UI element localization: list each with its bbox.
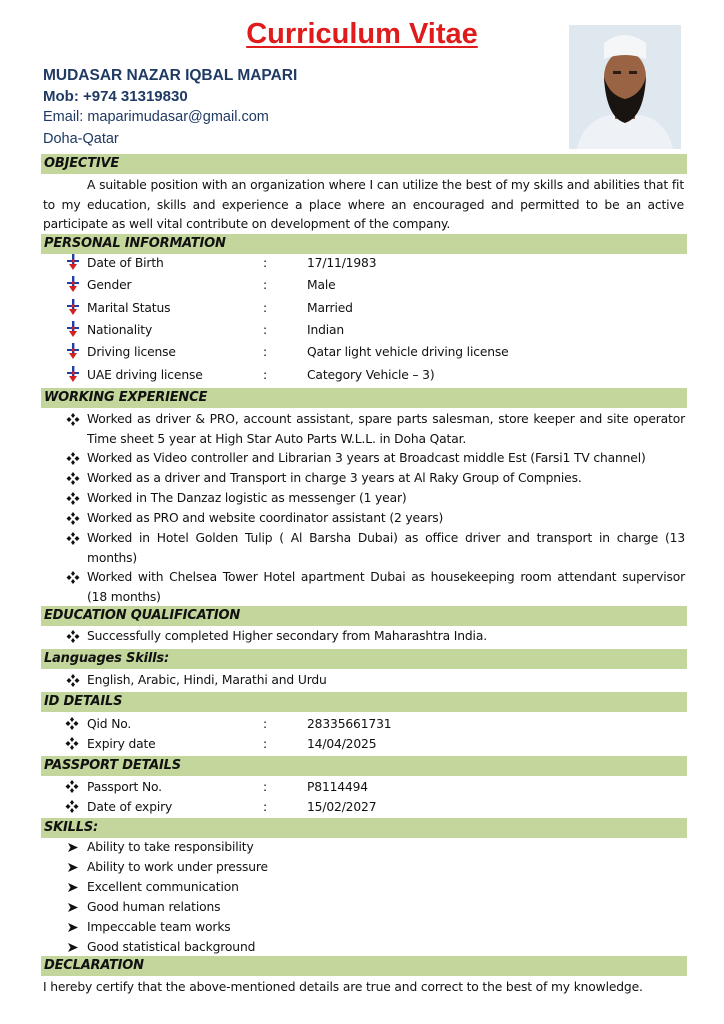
arrow-down-pin-icon bbox=[65, 298, 81, 318]
section-id-details: ID DETAILS bbox=[41, 692, 687, 712]
list-item bbox=[65, 529, 685, 568]
section-personal-information: PERSONAL INFORMATION bbox=[41, 234, 687, 254]
arrow-down-pin-icon bbox=[65, 253, 81, 273]
four-diamond-icon bbox=[65, 671, 81, 690]
list-item bbox=[65, 627, 685, 647]
list-item bbox=[65, 671, 685, 691]
info-label: Gender bbox=[87, 278, 132, 293]
list-item bbox=[65, 838, 685, 858]
four-diamond-icon bbox=[65, 734, 81, 754]
section-languages: Languages Skills: bbox=[41, 649, 687, 669]
info-value: 28335661731 bbox=[307, 717, 392, 731]
profile-photo bbox=[569, 25, 681, 149]
info-value: Married bbox=[307, 300, 353, 315]
info-separator: : bbox=[263, 345, 267, 360]
list-item-text: Worked as driver & PRO, account assistant, spare parts salesman, store keeper and site operator Time sheet 5 year at High Star Auto Parts W.L.L. in Doha Qatar. bbox=[87, 412, 685, 446]
four-diamond-icon bbox=[65, 627, 81, 646]
list-item bbox=[65, 410, 685, 449]
four-diamond-icon bbox=[65, 568, 81, 587]
mobile-number: Mob: +974 31319830 bbox=[43, 88, 188, 105]
info-separator: : bbox=[263, 717, 267, 731]
info-separator: : bbox=[263, 256, 267, 270]
four-diamond-icon bbox=[65, 449, 81, 468]
four-diamond-icon bbox=[65, 777, 81, 797]
info-label: Nationality bbox=[87, 322, 153, 337]
info-value: Male bbox=[307, 278, 336, 293]
email-address: Email: maparimudasar@gmail.com bbox=[43, 109, 269, 125]
info-separator: : bbox=[263, 737, 267, 751]
list-item bbox=[65, 918, 685, 938]
info-label: Qid No. bbox=[87, 717, 132, 731]
arrowhead-icon bbox=[65, 858, 81, 877]
list-item bbox=[65, 509, 685, 529]
info-value: Indian bbox=[307, 322, 345, 337]
list-item-text: Good human relations bbox=[87, 900, 221, 914]
list-item bbox=[65, 449, 685, 469]
list-item-text: Ability to take responsibility bbox=[87, 840, 254, 854]
list-item-text: Worked as PRO and website coordinator assistant (2 years) bbox=[87, 511, 444, 525]
section-skills: SKILLS: bbox=[41, 818, 687, 838]
section-objective: OBJECTIVE bbox=[41, 154, 687, 174]
arrowhead-icon bbox=[65, 938, 81, 957]
four-diamond-icon bbox=[65, 489, 81, 508]
list-item bbox=[65, 489, 685, 509]
list-item-text: Worked as a driver and Transport in charge 3 years at Al Raky Group of Compnies. bbox=[87, 471, 582, 485]
list-item bbox=[65, 858, 685, 878]
info-value: P8114494 bbox=[307, 780, 368, 794]
info-label: Driving license bbox=[87, 345, 176, 360]
declaration-text: I hereby certify that the above-mentioned details are true and correct to the best of my knowledge. bbox=[43, 980, 643, 994]
info-label: Date of expiry bbox=[87, 799, 173, 814]
page-title: Curriculum Vitae bbox=[246, 18, 478, 50]
four-diamond-icon bbox=[65, 469, 81, 488]
four-diamond-icon bbox=[65, 529, 81, 548]
info-label: Marital Status bbox=[87, 300, 171, 315]
section-education: EDUCATION QUALIFICATION bbox=[41, 606, 687, 626]
list-item-text: Worked with Chelsea Tower Hotel apartment Dubai as housekeeping room attendant supervisor (18 months) bbox=[87, 570, 685, 604]
list-item-text: Worked in Hotel Golden Tulip ( Al Barsha Dubai) as office driver and transport in charge (13 months) bbox=[87, 531, 685, 565]
arrowhead-icon bbox=[65, 898, 81, 917]
list-item bbox=[65, 938, 685, 958]
info-value: Qatar light vehicle driving license bbox=[307, 345, 509, 360]
list-item bbox=[65, 898, 685, 918]
info-value: 15/02/2027 bbox=[307, 799, 377, 814]
list-item-text: Good statistical background bbox=[87, 940, 256, 954]
list-item-text: Worked in The Danzaz logistic as messenger (1 year) bbox=[87, 491, 407, 505]
arrow-down-pin-icon bbox=[65, 320, 81, 340]
info-label: UAE driving license bbox=[87, 367, 203, 382]
list-item bbox=[65, 568, 685, 607]
list-item-text: Impeccable team works bbox=[87, 920, 231, 934]
list-item-text: Worked as Video controller and Librarian 3 years at Broadcast middle Est (Farsi1 TV channel) bbox=[87, 451, 646, 465]
arrow-down-pin-icon bbox=[65, 275, 81, 295]
candidate-name: MUDASAR NAZAR IQBAL MAPARI bbox=[43, 67, 298, 84]
arrowhead-icon bbox=[65, 878, 81, 897]
list-item-text: Excellent communication bbox=[87, 880, 239, 894]
info-value: Category Vehicle – 3) bbox=[307, 367, 435, 382]
list-item bbox=[65, 878, 685, 898]
info-separator: : bbox=[263, 367, 267, 382]
arrowhead-icon bbox=[65, 838, 81, 857]
info-separator: : bbox=[263, 322, 267, 337]
four-diamond-icon bbox=[65, 410, 81, 429]
arrowhead-icon bbox=[65, 918, 81, 937]
four-diamond-icon bbox=[65, 797, 81, 817]
info-separator: : bbox=[263, 799, 267, 814]
info-label: Date of Birth bbox=[87, 256, 164, 270]
arrow-down-pin-icon bbox=[65, 342, 81, 362]
info-value: 14/04/2025 bbox=[307, 737, 377, 751]
info-separator: : bbox=[263, 278, 267, 293]
list-item bbox=[65, 469, 685, 489]
objective-text: A suitable position with an organization where I can utilize the best of my skills and abilities that fit to my education, skills and experience a place where an encouraged and permitted to be an active participate as well vital contribute on development of the company. bbox=[43, 178, 684, 231]
list-item-text: Successfully completed Higher secondary from Maharashtra India. bbox=[87, 629, 487, 643]
info-value: 17/11/1983 bbox=[307, 256, 377, 270]
info-label: Passport No. bbox=[87, 780, 162, 794]
section-working-experience: WORKING EXPERIENCE bbox=[41, 388, 687, 408]
section-declaration: DECLARATION bbox=[41, 956, 687, 976]
location: Doha-Qatar bbox=[43, 131, 119, 147]
info-separator: : bbox=[263, 780, 267, 794]
arrow-down-pin-icon bbox=[65, 365, 81, 385]
four-diamond-icon bbox=[65, 714, 81, 734]
section-passport-details: PASSPORT DETAILS bbox=[41, 756, 687, 776]
four-diamond-icon bbox=[65, 509, 81, 528]
list-item-text: Ability to work under pressure bbox=[87, 860, 268, 874]
info-separator: : bbox=[263, 300, 267, 315]
info-label: Expiry date bbox=[87, 737, 156, 751]
list-item-text: English, Arabic, Hindi, Marathi and Urdu bbox=[87, 673, 327, 687]
